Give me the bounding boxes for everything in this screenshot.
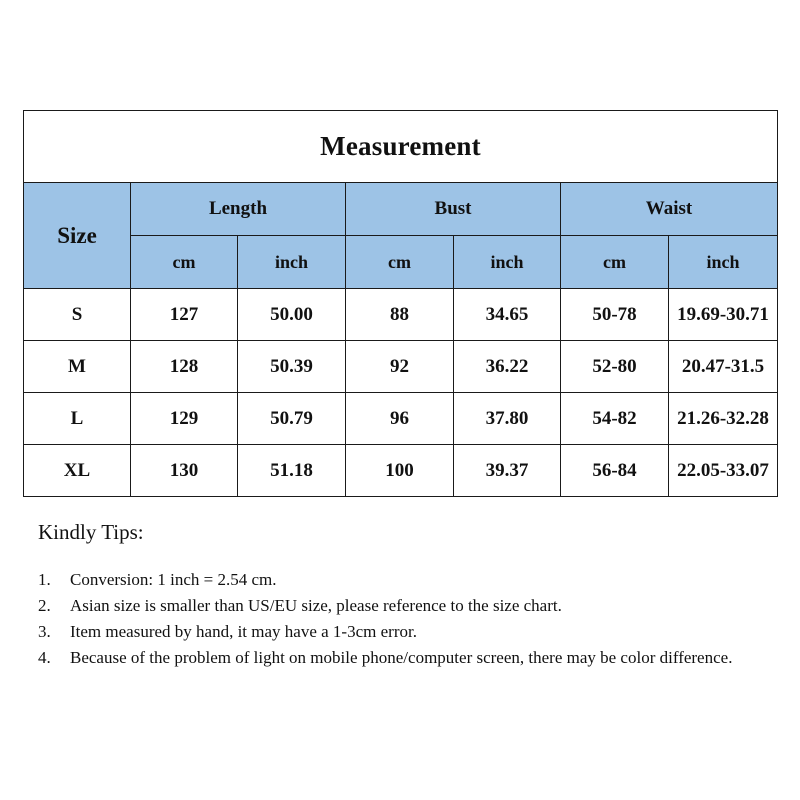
- unit-header: inch: [238, 236, 346, 289]
- tips-list: [38, 567, 778, 671]
- length-group-header: Length: [131, 183, 346, 236]
- table-row: [24, 341, 778, 393]
- length-inch-cell: 51.18: [238, 445, 346, 497]
- bust-inch-cell: 39.37: [454, 445, 561, 497]
- waist-cm-cell: 52-80: [561, 341, 669, 393]
- bust-cm-cell: 100: [346, 445, 454, 497]
- bust-inch-cell: 36.22: [454, 341, 561, 393]
- tip-number: 4.: [38, 648, 51, 667]
- bust-group-header: Bust: [346, 183, 561, 236]
- unit-header: cm: [131, 236, 238, 289]
- tip-item: [38, 645, 778, 671]
- size-cell: S: [24, 289, 131, 341]
- unit-header: inch: [669, 236, 778, 289]
- length-cm-cell: 128: [131, 341, 238, 393]
- length-cm-cell: 127: [131, 289, 238, 341]
- waist-cm-cell: 56-84: [561, 445, 669, 497]
- table-row: [24, 393, 778, 445]
- bust-cm-cell: 92: [346, 341, 454, 393]
- size-cell: XL: [24, 445, 131, 497]
- unit-header: inch: [454, 236, 561, 289]
- tip-item: [38, 567, 778, 593]
- length-inch-cell: 50.39: [238, 341, 346, 393]
- bust-cm-cell: 88: [346, 289, 454, 341]
- tip-item: [38, 619, 778, 645]
- size-chart-table: [23, 110, 778, 497]
- tips-heading: Kindly Tips:: [38, 520, 144, 544]
- bust-inch-cell: 37.80: [454, 393, 561, 445]
- size-cell: L: [24, 393, 131, 445]
- bust-cm-cell: 96: [346, 393, 454, 445]
- length-inch-cell: 50.79: [238, 393, 346, 445]
- unit-header: cm: [346, 236, 454, 289]
- unit-header: cm: [561, 236, 669, 289]
- waist-group-header: Waist: [561, 183, 778, 236]
- kindly-tips-section: [38, 520, 778, 671]
- table-row: [24, 445, 778, 497]
- waist-inch-cell: 22.05-33.07: [669, 445, 778, 497]
- waist-inch-cell: 20.47-31.5: [669, 341, 778, 393]
- tip-text: Because of the problem of light on mobile phone/computer screen, there may be color difference.: [70, 648, 733, 667]
- tip-number: 3.: [38, 622, 51, 641]
- size-cell: M: [24, 341, 131, 393]
- length-cm-cell: 129: [131, 393, 238, 445]
- waist-cm-cell: 54-82: [561, 393, 669, 445]
- waist-inch-cell: 19.69-30.71: [669, 289, 778, 341]
- tip-text: Asian size is smaller than US/EU size, please reference to the size chart.: [70, 596, 562, 615]
- waist-cm-cell: 50-78: [561, 289, 669, 341]
- waist-inch-cell: 21.26-32.28: [669, 393, 778, 445]
- length-inch-cell: 50.00: [238, 289, 346, 341]
- table-row: [24, 289, 778, 341]
- tip-item: [38, 593, 778, 619]
- length-cm-cell: 130: [131, 445, 238, 497]
- bust-inch-cell: 34.65: [454, 289, 561, 341]
- table-title: Measurement: [24, 111, 778, 183]
- size-column-header: Size: [24, 183, 131, 289]
- tip-text: Conversion: 1 inch = 2.54 cm.: [70, 570, 277, 589]
- tip-text: Item measured by hand, it may have a 1-3cm error.: [70, 622, 417, 641]
- tip-number: 2.: [38, 596, 51, 615]
- tip-number: 1.: [38, 570, 51, 589]
